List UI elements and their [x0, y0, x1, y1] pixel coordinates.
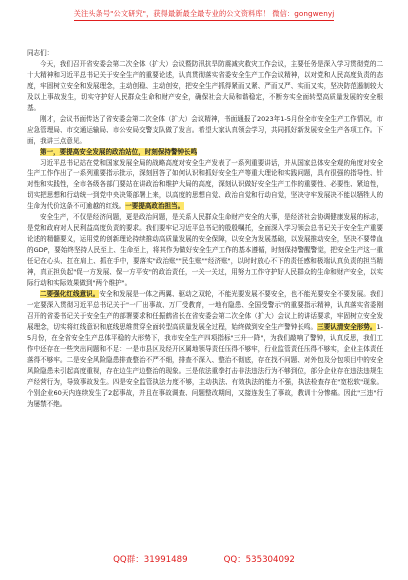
highlight-situation: 三要认清安全形势。 — [317, 322, 377, 331]
qq-group: QQ群：31991489 — [113, 555, 188, 565]
paragraph-situation-text: 1-5月份，在全省安全生产总体平稳的大形势下，我市安全生产四项指标"三升一降"，为我们敲响了警钟，认真反思，我们工作中还存在一些突出问题和不足：一是市县区及经开区属地领导责任压得不够牢，行业监管责任压得不够实，企业主体责任落得不够牢。二是安全风险隐患排查整治不严不细，排查不深入、整治不彻底，存在找不问题、对外包及分包项目中的安全风险隐患未引起高度重视，存在边生产边整治的现象。三是依法重拳打击非法违法行为不够到位，部分企业存在违法违规生产经营行为，导致事故发生。四是安全监管执法力度不够，主动执法、有效执法的能力不强，执法检查存在"宽松软"现象。个别企业60天内连续发生了2起事故，并且在事故调查、问题整改期间，又接连发生了事故，教训十分惨痛。因此"三违"行为屡禁不绝。 — [27, 322, 383, 408]
paragraph-intro: 今天，我们召开省安委会第二次全体（扩大）会议暨防汛抗旱防震减灾救灾工作会议，主要任务是深入学习贯彻党的二十大精神和习近平总书记关于安全生产的重要论述，认真贯彻落实省委安全生产工作会议精神，以对党和人民高度负责的态度，牢固树立安全和发展理念，主动创稳、主动创安，把安全生产抓得紧而又紧、严而又严、实而又实，坚决防范遏制较大及以上事故发生，切实守护好人民群众生命和财产安全，确保社会大局和谐稳定，不断夯实全面转型高质量发展的安全根基。 — [27, 59, 383, 112]
paragraph-political — [27, 212, 383, 289]
salutation: 同志们： — [27, 49, 54, 57]
document-body — [27, 48, 383, 409]
paragraph-redline-text: 安全和发展是一体之两翼、驱动之双轮，不能光要发展不要安全，也不能光要安全不要发展。我们一定要深入贯彻习近平总书记关于"一厂出事故、万厂受教育，一地有隐患、全国受警示"的重要指示精神，认真落实省委刚召开的省委书记关于安全生产的部署要求和任振鹤省长在省安委会第二次全体（扩大）会议上的讲话要求，牢固树立安全发展理念，切实将红线意识和底线思维贯穿全面转型高质量发展全过程，始终做到安全生产警钟长鸣。 — [27, 289, 383, 331]
paragraph-political-text: 安全生产，不仅是经济问题，更是政治问题，是关系人民群众生命财产安全的大事，是经济社会协调健康发展的标志，是党和政府对人民利益高度负责的要求。我们要牢记习近平总书记的殷殷嘱托，全面深入学习领会总书记关于安全生产重要论述的精髓要义，运用党的创新理论持续推动高质量发展的安全保障，以安全为发展基础，以发展推动安全，坚决不要带血的GDP，要始终坚持人民至上、生命至上，将其作为做好安全生产工作的基本遵循，时刻保持警醒警觉，把安全生产这一重任记在心头、扛在肩上、抓在手中，要落实"政治账""民生账""经济账"，以时时放心不下的责任感和极端认真负责的担当精神，真正担负起"促一方发展、保一方平安"的政治责任，一关一关过，用努力工作守护好人民群众的生命和财产安全，以实际行动和实际效果做到"两个维护"。 — [27, 213, 383, 288]
highlight-redline: 二要强化红线意识。 — [40, 289, 100, 298]
banner-text: 关注头条号"公文研究"，获得最新最全最专业的公文资料库！ 微信：gongwenyj — [74, 9, 335, 21]
footer-contact — [0, 551, 408, 567]
highlight-political-responsibility: 一要提高政治担当。 — [125, 202, 185, 211]
paragraph-redline — [27, 289, 383, 409]
paragraph-section1 — [27, 158, 383, 213]
paragraph-section1-text: 习近平总书记站在党和国家发展全局的战略高度对安全生产发表了一系列重要讲话，并从国家总体安全观的角度对安全生产工作作出了一系列重要指示批示，深刻回答了如何认识和抓好安全生产等重大理论和实践问题，具有很强的指导性、针对性和实践性，全市各级各部门要站在讲政治和维护大局的高度，深刻认识做好安全生产工作的重要性、必要性、紧迫性，切实把思想和行动统一到党中央决策部署上来，以高度的思想自觉、政治自觉和行动自觉，坚决守牢发展决不能以牺牲人的生命为代价这条不可逾越的红线。 — [27, 158, 383, 211]
paragraph-agenda: 刚才，会议书面传达了省安委会第二次全体（扩大）会议精神，书面通报了2023年1-5月份全市安全生产工作情况，市应急管理局、市交通运输局、市公安局交警支队做了发言。希望大家认真领会学习，共同抓好新发展安全生产各项工作。下面，我讲三点意见。 — [27, 114, 383, 145]
section-heading-text: 第一，要提高安全发展的政治站位，时刻保持警钟长鸣 — [40, 147, 198, 156]
top-banner — [0, 0, 408, 30]
section-heading-1 — [27, 147, 383, 158]
qq-number: QQ：535304092 — [223, 555, 295, 565]
